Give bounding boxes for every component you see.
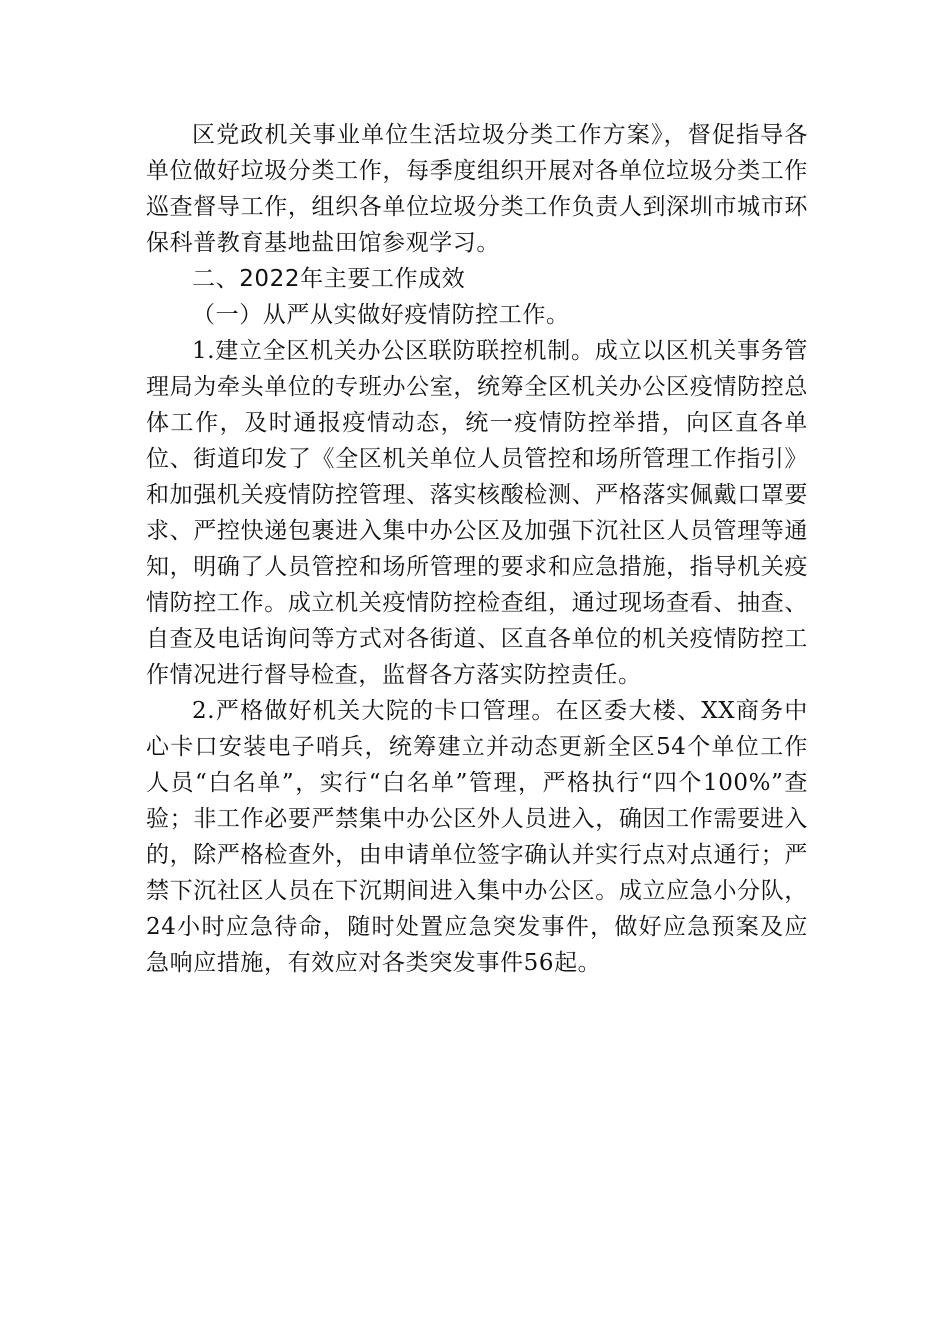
item-1-paragraph	[146, 333, 808, 693]
paragraph-continued: 区党政机关事业单位生活垃圾分类工作方案》，督促指导各单位做好垃圾分类工作，每季度组织开展对各单位垃圾分类工作巡查督导工作，组织各单位垃圾分类工作负责人到深圳市城市环保科普教育基地盐田馆参观学习。	[146, 122, 808, 256]
item-2-lead: 2.严格做好机关大院的卡口管理。	[192, 698, 556, 724]
item-2-paragraph	[146, 693, 808, 981]
item-1-body: 成立以区机关事务管理局为牵头单位的专班办公室，统筹全区机关办公区疫情防控总体工作，及时通报疫情动态，统一疫情防控举措，向区直各单位、街道印发了《全区机关单位人员管控和场所管理工作指引》和加强机关疫情防控管理、落实核酸检测、严格落实佩戴口罩要求、严控快递包裹进入集中办公区及加强下沉社区人员管理等通知，明确了人员管控和场所管理的要求和应急措施，指导机关疫情防控工作。成立机关疫情防控检查组，通过现场查看、抽查、自查及电话询问等方式对各街道、区直各单位的机关疫情防控工作情况进行督导检查，监督各方落实防控责任。	[146, 338, 808, 688]
subsection-heading: （一）从严从实做好疫情防控工作。	[192, 302, 570, 328]
item-1-lead: 1.建立全区机关办公区联防联控机制。	[192, 338, 595, 364]
item-2-body: 在区委大楼、XX商务中心卡口安装电子哨兵，统筹建立并动态更新全区54个单位工作人员“白名单”，实行“白名单”管理，严格执行“四个100%”查验；非工作必要严禁集中办公区外人员进入，确因工作需要进入的，除严格检查外，由申请单位签字确认并实行点对点通行；严禁下沉社区人员在下沉期间进入集中办公区。成立应急小分队，24小时应急待命，随时处置应急突发事件，做好应急预案及应急响应措施，有效应对各类突发事件56起。	[146, 698, 808, 976]
document-body	[146, 117, 808, 981]
section-heading: 二、2022年主要工作成效	[192, 266, 466, 292]
